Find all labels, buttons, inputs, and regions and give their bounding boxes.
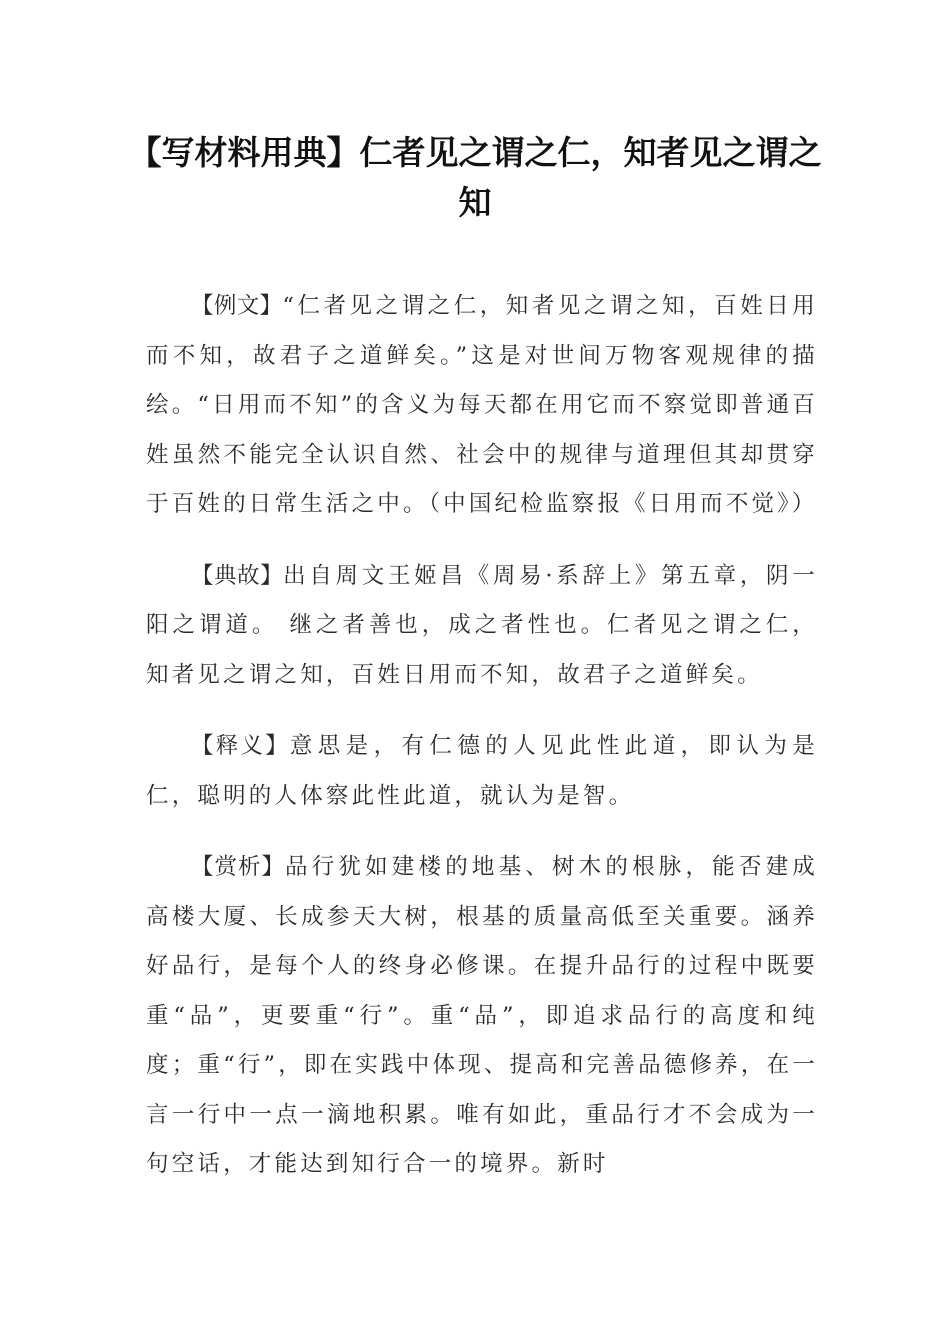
paragraph-text: “仁者见之谓之仁，知者见之谓之知，百姓日用而不知，故君子之道鲜矣。”这是对世间万物客观规律的描绘。“日用而不知”的含义为每天都在用它而不察觉即普通百姓虽然不能完全认识自然、社会中的规律与道理但其却贯穿于百姓的日常生活之中。（中国纪检监察报《日用而不觉》） — [146, 293, 818, 517]
paragraph-tag: 【释义】 — [191, 733, 290, 759]
paragraph-analysis — [146, 843, 818, 1190]
paragraph-tag: 【例文】 — [191, 293, 283, 319]
document-body — [146, 282, 818, 1212]
paragraph-example — [146, 282, 818, 530]
paragraph-text: 意思是，有仁德的人见此性此道，即认为是仁，聪明的人体察此性此道，就认为是智。 — [146, 733, 818, 809]
paragraph-tag: 【典故】 — [191, 562, 284, 589]
paragraph-text: 品行犹如建楼的地基、树木的根脉，能否建成高楼大厦、长成参天大树，根基的质量高低至关重要。涵养好品行，是每个人的终身必修课。在提升品行的过程中既要重“品”，更要重“行”。重“品”，即追求品行的高度和纯度；重“行”，即在实践中体现、提高和完善品德修养，在一言一行中一点一滴地积累。唯有如此，重品行才不会成为一句空话，才能达到知行合一的境界。新时 — [146, 854, 818, 1177]
paragraph-text: 出自周文王姬昌《周易·系辞上》第五章，阴一阳之谓道。 继之者善也，成之者性也。仁者见之谓之仁，知者见之谓之知，百姓日用而不知，故君子之道鲜矣。 — [146, 562, 818, 688]
paragraph-meaning — [146, 722, 818, 821]
document-title: 【写材料用典】仁者见之谓之仁，知者见之谓之知 — [128, 133, 822, 222]
paragraph-allusion — [146, 552, 818, 701]
paragraph-tag: 【赏析】 — [191, 854, 285, 880]
